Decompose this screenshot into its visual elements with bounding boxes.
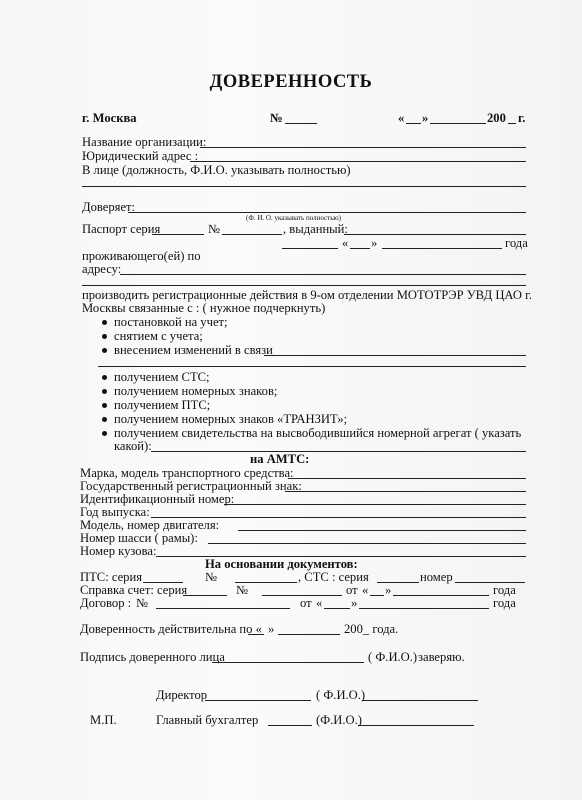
bullet-icon — [102, 334, 107, 339]
number-field[interactable] — [285, 123, 317, 124]
option-transit-plates[interactable]: получением номерных знаков «ТРАНЗИТ»; — [114, 412, 348, 426]
org-name-field[interactable] — [200, 147, 526, 148]
accountant-fio-label: (Ф.И.О.) — [316, 713, 362, 727]
bullet-icon — [102, 348, 107, 353]
contract-quote-open: « — [316, 596, 323, 610]
sts-series-field[interactable] — [377, 582, 419, 583]
bullet-icon — [102, 431, 107, 436]
vehicle-heading: на АМТС: — [250, 452, 310, 466]
date-year-prefix: 200 — [487, 111, 506, 125]
vehicle-chassis-field[interactable] — [208, 543, 526, 544]
bullet-icon — [102, 417, 107, 422]
purpose-line-2: Москвы связанные с : ( нужное подчеркнуть) — [82, 301, 326, 315]
certificate-year-word: года — [493, 583, 516, 597]
option-pts[interactable]: получением ПТС; — [114, 398, 211, 412]
passport-issued-field[interactable] — [344, 234, 526, 235]
date-year-suffix: г. — [518, 111, 526, 125]
certificate-number-sign: № — [236, 583, 249, 597]
bullet-icon — [102, 375, 107, 380]
pts-series-label: ПТС: серия — [80, 570, 142, 584]
org-address-field[interactable] — [190, 161, 526, 162]
date-quote-open: « — [398, 111, 405, 125]
accountant-signature-field[interactable] — [268, 725, 312, 726]
changes-reason-field-2[interactable] — [98, 366, 526, 367]
passport-series-field[interactable] — [152, 234, 204, 235]
certificate-series-field[interactable] — [183, 595, 227, 596]
signature-field[interactable] — [212, 662, 364, 663]
passport-year-word: года — [505, 236, 528, 250]
certificate-quote-open: « — [362, 583, 369, 597]
contract-label: Договор : — [80, 596, 132, 610]
unit-certificate-field[interactable] — [151, 451, 526, 452]
date-year-field[interactable] — [508, 123, 516, 124]
passport-number-field[interactable] — [222, 234, 282, 235]
trust-fio-hint: (Ф. И. О. указывать полностью) — [246, 214, 341, 222]
passport-quote-close: » — [371, 236, 378, 250]
org-person-label: В лице (должность, Ф.И.О. указывать полностью) — [82, 163, 351, 177]
certificate-month-field[interactable] — [393, 595, 489, 596]
passport-day-field[interactable] — [350, 248, 370, 249]
residing-address-label: адресу: — [82, 262, 122, 276]
contract-year-word: года — [493, 596, 516, 610]
docs-heading: На основании документов: — [205, 557, 358, 571]
pts-number-sign: № — [205, 570, 218, 584]
passport-issued-label: , выданный: — [283, 222, 348, 236]
bullet-icon — [102, 403, 107, 408]
director-label: Директор — [156, 688, 208, 702]
date-month-field[interactable] — [430, 123, 486, 124]
contract-day-field[interactable] — [324, 608, 350, 609]
contract-month-field[interactable] — [359, 608, 489, 609]
document-title: ДОВЕРЕННОСТЬ — [209, 72, 373, 92]
contract-number-field[interactable] — [156, 608, 290, 609]
vehicle-engine-field[interactable] — [238, 530, 526, 531]
vehicle-vin-field[interactable] — [224, 504, 526, 505]
vehicle-chassis-label: Номер шасси ( рамы): — [80, 531, 198, 545]
vehicle-model-field[interactable] — [288, 478, 526, 479]
city-label: г. Москва — [82, 111, 137, 125]
certificate-from-label: от — [346, 583, 358, 597]
number-label: № — [270, 111, 283, 125]
passport-number-sign: № — [208, 222, 221, 236]
date-day-field[interactable] — [406, 123, 421, 124]
contract-number-sign: № — [136, 596, 149, 610]
validity-month-field[interactable] — [278, 634, 340, 635]
passport-series-label: Паспорт серия — [82, 222, 161, 236]
validity-year: 200_ года. — [344, 622, 399, 636]
vehicle-engine-label: Модель, номер двигателя: — [80, 518, 220, 532]
org-name-label: Название организации: — [82, 135, 207, 149]
signature-fio: ( Ф.И.О.) — [368, 650, 418, 664]
bullet-icon — [102, 389, 107, 394]
sts-series-label: , СТС : серия — [298, 570, 369, 584]
certificate-day-field[interactable] — [370, 595, 384, 596]
vehicle-vin-label: Идентификационный номер: — [80, 492, 235, 506]
purpose-line-1: производить регистрационные действия в 9-ом отделении МОТОТРЭР УВД ЦАО г. — [82, 288, 533, 302]
option-registration[interactable]: постановкой на учет; — [114, 315, 228, 329]
passport-month-field[interactable] — [382, 248, 502, 249]
validity-quote-close: » — [268, 622, 275, 636]
validity-day-field[interactable] — [248, 634, 264, 635]
option-unit-certificate[interactable]: получением свидетельства на высвободившийся номерной агрегат ( указать — [114, 426, 522, 440]
changes-reason-field[interactable] — [264, 355, 526, 356]
accountant-label: Главный бухгалтер — [156, 713, 259, 727]
vehicle-body-label: Номер кузова: — [80, 544, 157, 558]
certificate-quote-close: » — [385, 583, 392, 597]
vehicle-year-label: Год выпуска: — [80, 505, 150, 519]
certificate-series-label: Справка счет: серия — [80, 583, 188, 597]
residing-address-field[interactable] — [120, 274, 526, 275]
trust-label: Доверяет: — [82, 200, 136, 214]
vehicle-plate-label: Государственный регистрационный знак: — [80, 479, 302, 493]
sts-number-word: номер — [420, 570, 453, 584]
org-person-field[interactable] — [82, 186, 526, 187]
vehicle-plate-field[interactable] — [285, 491, 526, 492]
bullet-icon — [102, 320, 107, 325]
stamp-label: М.П. — [90, 713, 117, 727]
validity-label: Доверенность действительна по « — [80, 622, 262, 636]
signature-certify: заверяю. — [418, 650, 465, 664]
passport-issued-extra-field[interactable] — [282, 248, 338, 249]
passport-quote-open: « — [342, 236, 349, 250]
signature-label: Подпись доверенного лица — [80, 650, 225, 664]
org-address-label: Юридический адрес : — [82, 149, 199, 163]
option-plates[interactable]: получением номерных знаков; — [114, 384, 278, 398]
date-quote-close: » — [422, 111, 429, 125]
accountant-fio-field[interactable] — [358, 725, 474, 726]
director-fio-field[interactable] — [362, 700, 478, 701]
contract-from-label: от — [300, 596, 312, 610]
option-unit-certificate-which: какой): — [114, 439, 152, 453]
option-changes[interactable]: внесением изменений в связи — [114, 343, 273, 357]
residing-address-field-2[interactable] — [82, 285, 526, 286]
option-sts[interactable]: получением СТС; — [114, 370, 210, 384]
contract-quote-close: » — [351, 596, 358, 610]
option-deregistration[interactable]: снятием с учета; — [114, 329, 203, 343]
vehicle-model-label: Марка, модель транспортного средства: — [80, 466, 294, 480]
residing-label: проживающего(ей) по — [82, 249, 201, 263]
director-signature-field[interactable] — [205, 700, 311, 701]
trust-fio-field[interactable] — [128, 212, 526, 213]
director-fio-label: ( Ф.И.О.) — [316, 688, 366, 702]
